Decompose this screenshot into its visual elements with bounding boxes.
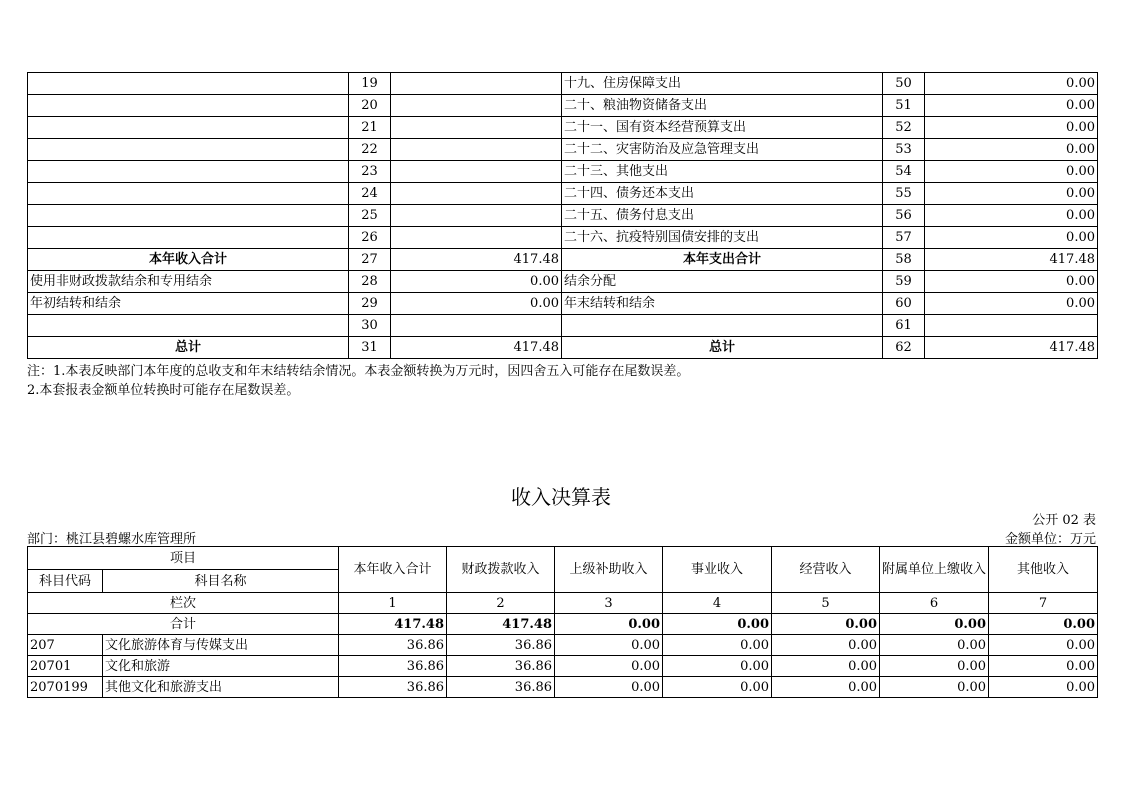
expenditure-line-number: 58 [883, 249, 925, 271]
summary-row [28, 95, 1098, 117]
amount-cell: 0.00 [772, 677, 880, 698]
income-amount: 0.00 [391, 293, 562, 315]
amount-cell: 0.00 [989, 677, 1098, 698]
income-line-number: 22 [349, 139, 391, 161]
income-item-label [28, 139, 349, 161]
income-amount: 417.48 [391, 249, 562, 271]
summary-row [28, 271, 1098, 293]
total-label: 合计 [28, 614, 339, 635]
amount-cell: 0.00 [989, 656, 1098, 677]
amount-cell: 0.00 [663, 635, 772, 656]
amount-cell: 0.00 [880, 635, 989, 656]
total-row [28, 614, 1098, 635]
income-line-number: 21 [349, 117, 391, 139]
income-line-number: 29 [349, 293, 391, 315]
income-item-label [28, 227, 349, 249]
income-amount [391, 227, 562, 249]
amount-cell: 36.86 [447, 677, 555, 698]
income-item-label: 本年收入合计 [28, 249, 349, 271]
amount-cell: 36.86 [447, 635, 555, 656]
summary-row [28, 227, 1098, 249]
income-amount [391, 205, 562, 227]
department-label: 部门：桃江县碧螺水库管理所 [27, 532, 197, 547]
expenditure-line-number: 60 [883, 293, 925, 315]
header-col-6: 附属单位上缴收入 [880, 547, 989, 593]
amount-cell: 0.00 [880, 656, 989, 677]
subject-name: 文化和旅游 [103, 656, 339, 677]
amount-cell: 36.86 [339, 656, 447, 677]
expenditure-line-number: 61 [883, 315, 925, 337]
income-amount: 417.48 [391, 337, 562, 359]
col-number: 7 [989, 593, 1098, 614]
income-line-number: 31 [349, 337, 391, 359]
header-col-7: 其他收入 [989, 547, 1098, 593]
total-value: 0.00 [989, 614, 1098, 635]
amount-cell: 0.00 [555, 677, 663, 698]
income-item-label [28, 95, 349, 117]
note-line-1: 注：1.本表反映部门本年度的总收支和年末结转结余情况。本表金额转换为万元时，因四舍五入可能存在尾数误差。 [27, 364, 690, 379]
expenditure-item-label: 总计 [562, 337, 883, 359]
income-amount [391, 139, 562, 161]
expenditure-line-number: 52 [883, 117, 925, 139]
amount-cell: 36.86 [339, 635, 447, 656]
expenditure-item-label: 二十、粮油物资储备支出 [562, 95, 883, 117]
lanci-label: 栏次 [28, 593, 339, 614]
header-col-1: 本年收入合计 [339, 547, 447, 593]
total-value: 0.00 [880, 614, 989, 635]
expenditure-line-number: 51 [883, 95, 925, 117]
expenditure-amount: 0.00 [925, 117, 1098, 139]
expenditure-amount: 417.48 [925, 249, 1098, 271]
expenditure-amount: 0.00 [925, 73, 1098, 95]
income-item-label [28, 315, 349, 337]
summary-row [28, 117, 1098, 139]
summary-row [28, 73, 1098, 95]
expenditure-item-label: 二十二、灾害防治及应急管理支出 [562, 139, 883, 161]
amount-cell: 36.86 [447, 656, 555, 677]
income-amount [391, 315, 562, 337]
header-col-5: 经营收入 [772, 547, 880, 593]
expenditure-line-number: 55 [883, 183, 925, 205]
table-row [28, 677, 1098, 698]
income-final-accounts-table [27, 546, 1098, 698]
header-col-3: 上级补助收入 [555, 547, 663, 593]
header-item: 项目 [28, 547, 339, 570]
amount-cell: 0.00 [663, 656, 772, 677]
summary-row [28, 337, 1098, 359]
total-value: 0.00 [555, 614, 663, 635]
summary-row [28, 183, 1098, 205]
income-line-number: 25 [349, 205, 391, 227]
amount-cell: 0.00 [555, 656, 663, 677]
income-line-number: 24 [349, 183, 391, 205]
income-amount [391, 161, 562, 183]
notes [27, 362, 689, 400]
amount-cell: 0.00 [772, 656, 880, 677]
header-col-4: 事业收入 [663, 547, 772, 593]
expenditure-amount: 417.48 [925, 337, 1098, 359]
income-line-number: 30 [349, 315, 391, 337]
header-col-2: 财政拨款收入 [447, 547, 555, 593]
expenditure-item-label [562, 315, 883, 337]
expenditure-item-label: 结余分配 [562, 271, 883, 293]
subject-code: 20701 [28, 656, 103, 677]
header-row-1 [28, 547, 1098, 570]
amount-unit-label: 金额单位：万元 [1004, 532, 1096, 547]
expenditure-amount [925, 315, 1098, 337]
income-amount [391, 95, 562, 117]
income-line-number: 26 [349, 227, 391, 249]
income-amount [391, 183, 562, 205]
income-expenditure-summary-table [27, 72, 1098, 359]
income-line-number: 20 [349, 95, 391, 117]
expenditure-amount: 0.00 [925, 293, 1098, 315]
col-number: 3 [555, 593, 663, 614]
summary-row [28, 205, 1098, 227]
subject-name: 文化旅游体育与传媒支出 [103, 635, 339, 656]
summary-row [28, 293, 1098, 315]
total-value: 417.48 [447, 614, 555, 635]
expenditure-item-label: 二十四、债务还本支出 [562, 183, 883, 205]
expenditure-item-label: 二十一、国有资本经营预算支出 [562, 117, 883, 139]
amount-cell: 0.00 [555, 635, 663, 656]
form-code: 公开 02 表 [1032, 513, 1096, 528]
expenditure-amount: 0.00 [925, 271, 1098, 293]
expenditure-line-number: 54 [883, 161, 925, 183]
expenditure-amount: 0.00 [925, 183, 1098, 205]
income-line-number: 23 [349, 161, 391, 183]
expenditure-item-label: 二十六、抗疫特别国债安排的支出 [562, 227, 883, 249]
income-line-number: 28 [349, 271, 391, 293]
total-value: 0.00 [772, 614, 880, 635]
expenditure-item-label: 年末结转和结余 [562, 293, 883, 315]
income-item-label [28, 183, 349, 205]
expenditure-amount: 0.00 [925, 95, 1098, 117]
income-line-number: 19 [349, 73, 391, 95]
note-line-2: 2.本套报表金额单位转换时可能存在尾数误差。 [27, 383, 300, 398]
expenditure-item-label: 二十五、债务付息支出 [562, 205, 883, 227]
expenditure-amount: 0.00 [925, 161, 1098, 183]
header-code: 科目代码 [28, 570, 103, 593]
total-value: 0.00 [663, 614, 772, 635]
expenditure-line-number: 50 [883, 73, 925, 95]
expenditure-item-label: 十九、住房保障支出 [562, 73, 883, 95]
summary-row [28, 161, 1098, 183]
amount-cell: 0.00 [989, 635, 1098, 656]
report-title: 收入决算表 [511, 485, 611, 509]
subject-code: 207 [28, 635, 103, 656]
col-number: 6 [880, 593, 989, 614]
amount-cell: 0.00 [772, 635, 880, 656]
total-value: 417.48 [339, 614, 447, 635]
header-name: 科目名称 [103, 570, 339, 593]
expenditure-line-number: 62 [883, 337, 925, 359]
amount-cell: 36.86 [339, 677, 447, 698]
income-item-label: 年初结转和结余 [28, 293, 349, 315]
subject-code: 2070199 [28, 677, 103, 698]
expenditure-line-number: 56 [883, 205, 925, 227]
expenditure-line-number: 57 [883, 227, 925, 249]
col-number: 1 [339, 593, 447, 614]
amount-cell: 0.00 [880, 677, 989, 698]
income-line-number: 27 [349, 249, 391, 271]
income-item-label [28, 117, 349, 139]
amount-cell: 0.00 [663, 677, 772, 698]
income-item-label [28, 161, 349, 183]
col-number: 5 [772, 593, 880, 614]
summary-row [28, 315, 1098, 337]
income-amount [391, 117, 562, 139]
table-row [28, 656, 1098, 677]
expenditure-line-number: 59 [883, 271, 925, 293]
income-item-label: 使用非财政拨款结余和专用结余 [28, 271, 349, 293]
table-row [28, 635, 1098, 656]
column-number-row [28, 593, 1098, 614]
expenditure-item-label: 本年支出合计 [562, 249, 883, 271]
expenditure-line-number: 53 [883, 139, 925, 161]
expenditure-amount: 0.00 [925, 139, 1098, 161]
expenditure-amount: 0.00 [925, 227, 1098, 249]
expenditure-amount: 0.00 [925, 205, 1098, 227]
income-item-label [28, 73, 349, 95]
col-number: 2 [447, 593, 555, 614]
income-amount [391, 73, 562, 95]
col-number: 4 [663, 593, 772, 614]
income-item-label [28, 205, 349, 227]
income-item-label: 总计 [28, 337, 349, 359]
expenditure-item-label: 二十三、其他支出 [562, 161, 883, 183]
income-amount: 0.00 [391, 271, 562, 293]
summary-row [28, 249, 1098, 271]
subject-name: 其他文化和旅游支出 [103, 677, 339, 698]
summary-row [28, 139, 1098, 161]
